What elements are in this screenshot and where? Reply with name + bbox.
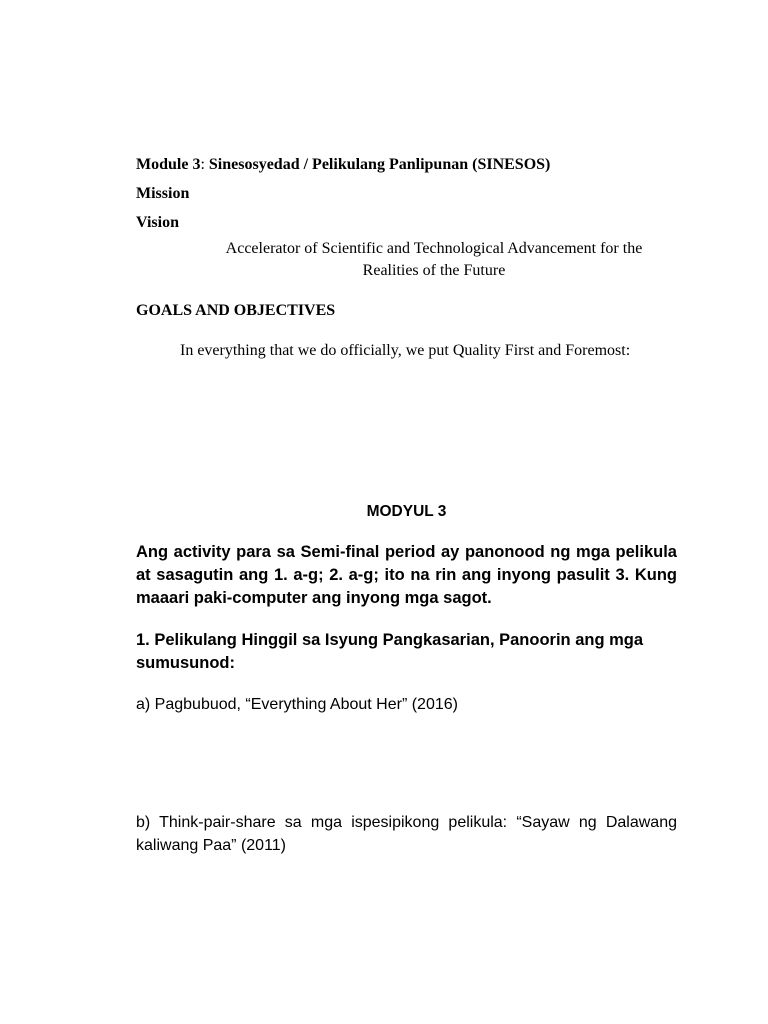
module-title: Sinesosyedad / Pelikulang Panlipunan [204,156,469,173]
modyul-title: MODYUL 3 [366,503,447,520]
item-a: a) Pagbubuod, “Everything About Her” (2016) [136,696,458,713]
module-heading [136,154,550,176]
module-label: Module 3 [136,156,201,173]
item-b: b) Think-pair-share sa mga ispesipikong pelikula: “Sayaw ng Dalawang kaliwang Paa” (2011) [136,814,677,854]
goals-heading: GOALS AND OBJECTIVES [136,302,336,319]
vision-line-2: Realities of the Future [362,262,506,279]
vision-line-1: Accelerator of Scientific and Technological Advancement for the [225,240,643,257]
module-colon: : [200,156,205,173]
vision-statement [136,238,732,282]
goals-statement: In everything that we do officially, we put Quality First and Foremost: [180,342,631,359]
vision-heading: Vision [136,214,179,231]
mission-heading: Mission [136,185,190,202]
instruction-paragraph: Ang activity para sa Semi-final period ay panonood ng mga pelikula at sasagutin ang 1. a-g; 2. a-g; ito na rin ang inyong pasulit 3. Kung maaari paki-computer ang inyong mga sagot. [136,543,677,607]
item-1-heading: 1. Pelikulang Hinggil sa Isyung Pangkasarian, Panoorin ang mga sumusunod: [136,631,644,672]
module-abbrev: (SINESOS) [468,156,551,173]
